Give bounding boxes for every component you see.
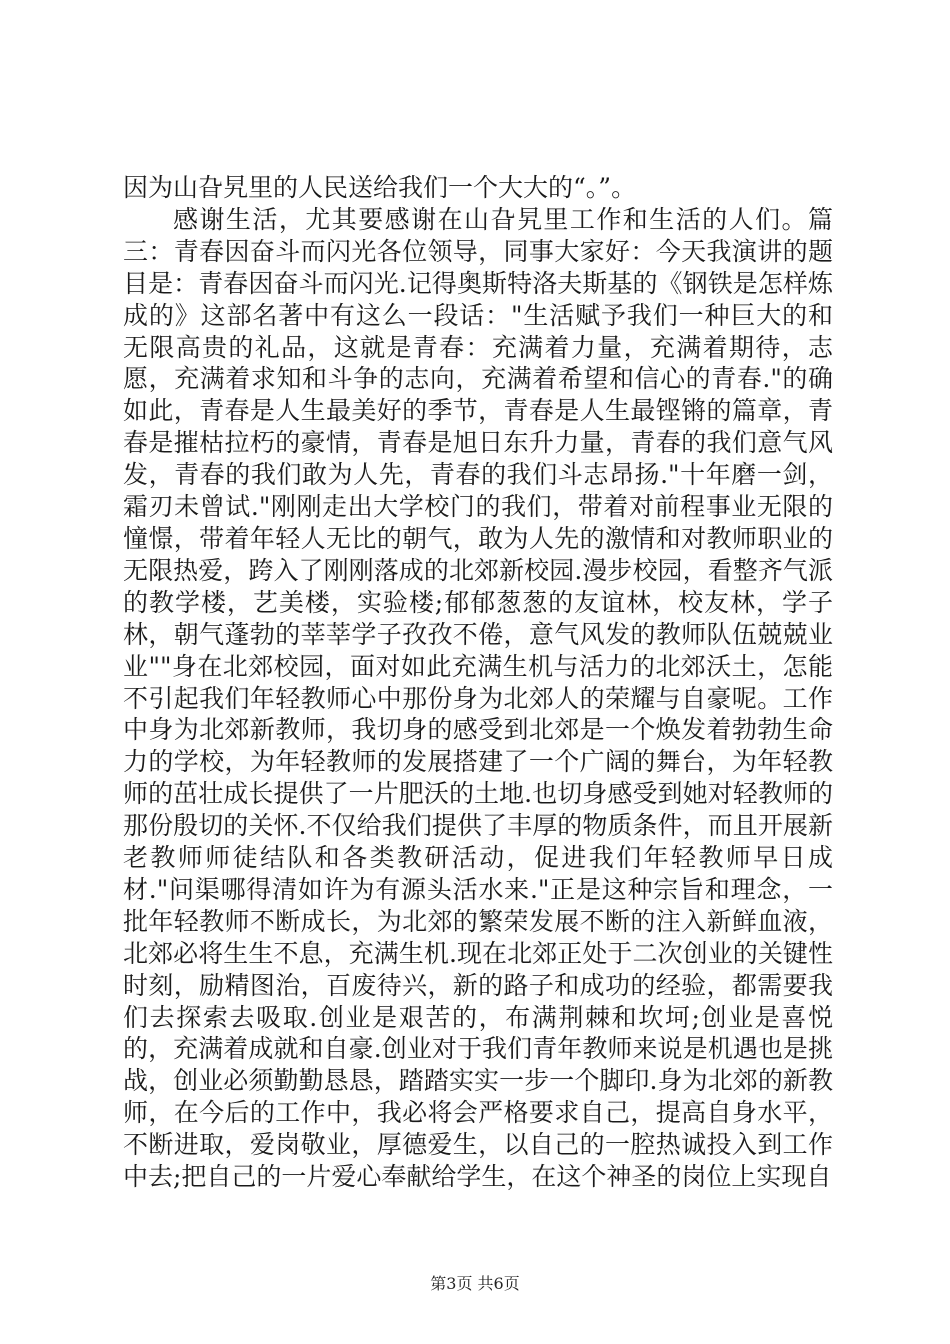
paragraph-speech: 感谢生活，尤其要感谢在山旮旯里工作和生活的人们。篇三：青春因奋斗而闪光各位领导，同事大家好：今天我演讲的题目是：青春因奋斗而闪光.记得奥斯特洛夫斯基的《钢铁是怎样炼成的》这部名著中有这么一段话："生活赋予我们一种巨大的和无限高贵的礼品，这就是青春：充满着力量，充满着期待，志愿，充满着求知和斗争的志向，充满着希望和信心的青春."的确如此，青春是人生最美好的季节，青春是人生最铿锵的篇章，青春是摧枯拉朽的豪情，青春是旭日东升力量，青春的我们意气风发，青春的我们敢为人先，青春的我们斗志昂扬."十年磨一剑，霜刃未曾试."刚刚走出大学校门的我们，带着对前程事业无限的憧憬，带着年轻人无比的朝气，敢为人先的激情和对教师职业的无限热爱，跨入了刚刚落成的北郊新校园.漫步校园，看整齐气派的教学楼，艺美楼，实验楼;郁郁葱葱的友谊林，校友林，学子林，朝气蓬勃的莘莘学子孜孜不倦，意气风发的教师队伍兢兢业业""身在北郊校园，面对如此充满生机与活力的北郊沃土，怎能不引起我们年轻教师心中那份身为北郊人的荣耀与自豪呢。工作中身为北郊新教师，我切身的感受到北郊是一个焕发着勃勃生命力的学校，为年轻教师的发展搭建了一个广阔的舞台，为年轻教师的茁壮成长提供了一片肥沃的土地.也切身感受到她对轻教师的那份殷切的关怀.不仅给我们提供了丰厚的物质条件，而且开展新老教师师徒结队和各类教研活动，促进我们年轻教师早日成材."问渠哪得清如许为有源头活水来."正是这种宗旨和理念，一批年轻教师不断成长，为北郊的繁荣发展不断的注入新鲜血液，北郊必将生生不息，充满生机.现在北郊正处于二次创业的关键性时刻，励精图治，百废待兴，新的路子和成功的经验，都需要我们去探索去吸取.创业是艰苦的，布满荆棘和坎坷;创业是喜悦的，充满着成就和自豪.创业对于我们青年教师来说是机遇也是挑战，创业必须勤勤恳恳，踏踏实实一步一个脚印.身为北郊的新教师，在今后的工作中，我必将会严格要求自己，提高自身水平，不断进取，爱岗敬业，厚德爱生，以自己的一腔热诚投入到工作中去;把自己的一片爱心奉献给学生，在这个神圣的岗位上实现自 (123, 204, 833, 1192)
paragraph-continuation: 因为山旮旯里的人民送给我们一个大大的“。”。 (123, 173, 637, 202)
document-body (123, 172, 833, 1193)
page-footer: 第3页 共6页 (430, 1274, 520, 1293)
